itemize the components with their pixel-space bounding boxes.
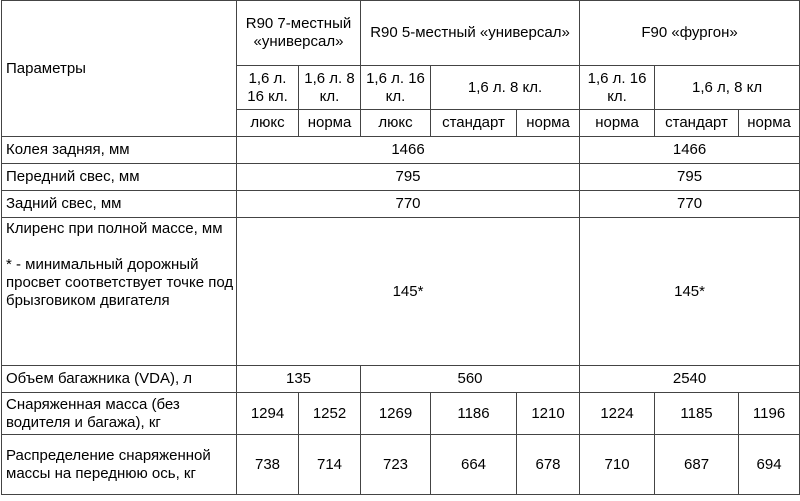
value-cell: 1210: [517, 393, 580, 435]
row-label: Колея задняя, мм: [2, 137, 237, 164]
value-cell: 694: [739, 435, 800, 495]
trim-header-cell: люкс: [361, 110, 431, 137]
trim-header-cell: норма: [299, 110, 361, 137]
group-r90-7-header: R90 7-местный «универсал»: [237, 1, 361, 66]
table-row-curb-mass: [2, 393, 800, 435]
value-cell: 678: [517, 435, 580, 495]
value-cell: 2540: [580, 366, 800, 393]
engine-header-cell: 1,6 л. 8 кл.: [431, 66, 580, 110]
specs-table: [1, 0, 800, 495]
group-f90-header: F90 «фургон»: [580, 1, 800, 66]
row-label: Клиренс при полной массе, мм: [6, 220, 223, 237]
value-cell: 1269: [361, 393, 431, 435]
engine-header-cell: 1,6 л. 16 кл.: [361, 66, 431, 110]
row-label: Объем багажника (VDA), л: [2, 366, 237, 393]
value-cell: 1224: [580, 393, 655, 435]
value-cell: 1294: [237, 393, 299, 435]
value-cell: 738: [237, 435, 299, 495]
trim-header-cell: норма: [580, 110, 655, 137]
value-cell: 770: [237, 191, 580, 218]
value-cell: 770: [580, 191, 800, 218]
table-row-trunk: [2, 366, 800, 393]
row-label: Передний свес, мм: [2, 164, 237, 191]
engine-header-cell: 1,6 л. 8 кл.: [299, 66, 361, 110]
value-cell: 145*: [237, 218, 580, 366]
engine-header-cell: 1,6 л, 8 кл: [655, 66, 800, 110]
table-row-axle-distribution: [2, 435, 800, 495]
header-row-groups: [2, 1, 800, 66]
table-row-clearance: [2, 218, 800, 366]
value-cell: 714: [299, 435, 361, 495]
params-header-cell: Параметры: [2, 1, 237, 137]
value-cell: 1252: [299, 393, 361, 435]
value-cell: 1466: [580, 137, 800, 164]
trim-header-cell: норма: [739, 110, 800, 137]
value-cell: 1186: [431, 393, 517, 435]
table-row-rear-overhang: [2, 191, 800, 218]
trim-header-cell: норма: [517, 110, 580, 137]
value-cell: 710: [580, 435, 655, 495]
row-label: Снаряженная масса (без водителя и багажа), кг: [2, 393, 237, 435]
trim-header-cell: люкс: [237, 110, 299, 137]
value-cell: 135: [237, 366, 361, 393]
value-cell: 560: [361, 366, 580, 393]
value-cell: 795: [237, 164, 580, 191]
value-cell: 1196: [739, 393, 800, 435]
value-cell: 1466: [237, 137, 580, 164]
value-cell: 795: [580, 164, 800, 191]
value-cell: 145*: [580, 218, 800, 366]
table-row-track: [2, 137, 800, 164]
footnote-text: * - минимальный дорожный просвет соответствует точке под брызговиком двигателя: [6, 256, 234, 309]
value-cell: 1185: [655, 393, 739, 435]
row-label: Задний свес, мм: [2, 191, 237, 218]
value-cell: 664: [431, 435, 517, 495]
trim-header-cell: стандарт: [431, 110, 517, 137]
engine-header-cell: 1,6 л. 16 кл.: [580, 66, 655, 110]
value-cell: 687: [655, 435, 739, 495]
row-label: Распределение снаряженной массы на переднюю ось, кг: [2, 435, 237, 495]
row-label-clearance: [2, 218, 237, 366]
group-r90-5-header: R90 5-местный «универсал»: [361, 1, 580, 66]
table-row-front-overhang: [2, 164, 800, 191]
trim-header-cell: стандарт: [655, 110, 739, 137]
value-cell: 723: [361, 435, 431, 495]
engine-header-cell: 1,6 л. 16 кл.: [237, 66, 299, 110]
